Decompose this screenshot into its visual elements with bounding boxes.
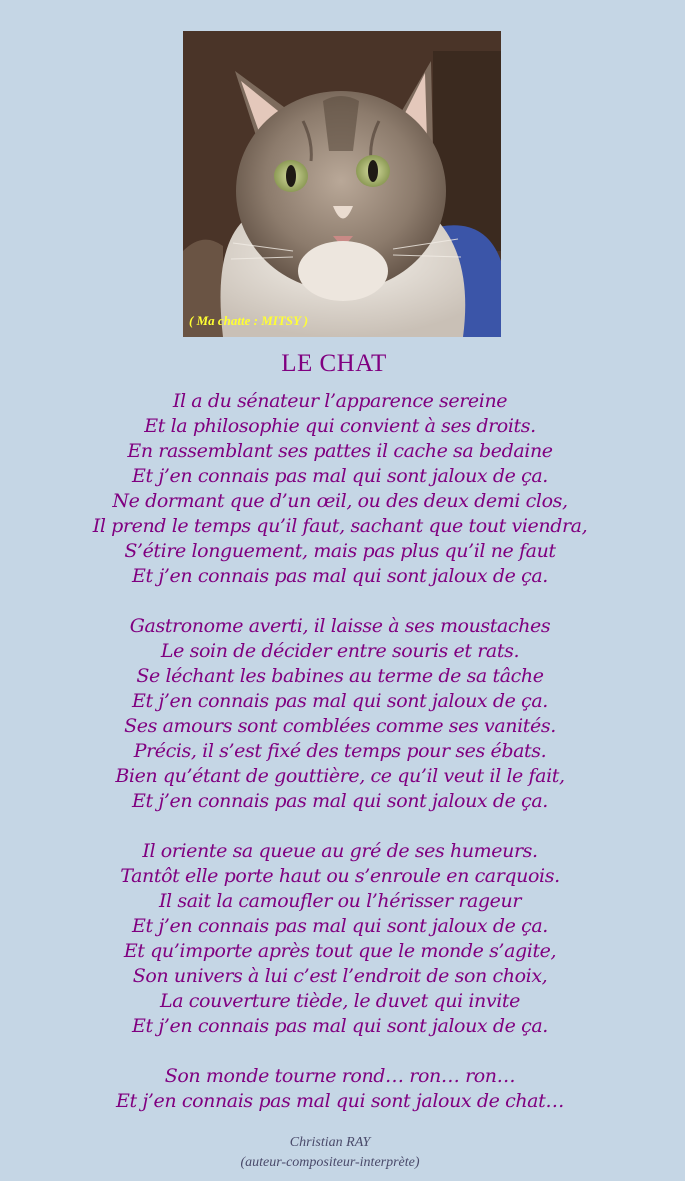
poem-line: Il oriente sa queue au gré de ses humeurs. xyxy=(142,840,538,862)
poem-line: Son univers à lui c’est l’endroit de son choix, xyxy=(132,965,548,987)
poem-line: La couverture tiède, le duvet qui invite xyxy=(160,990,520,1012)
poem-line: Et qu’importe après tout que le monde s’agite, xyxy=(123,940,557,962)
poem-line: Ses amours sont comblées comme ses vanités. xyxy=(124,715,556,737)
poem-line: Son monde tourne rond… ron… ron… xyxy=(164,1065,516,1087)
photo-caption: ( Ma chatte : MITSY ) xyxy=(189,313,309,328)
poem-line: Gastronome averti, il laisse à ses moustaches xyxy=(129,615,551,637)
stanza-4 xyxy=(0,1064,680,1114)
poem-line: Et j’en connais pas mal qui sont jaloux de ça. xyxy=(132,790,548,812)
poem-line: Tantôt elle porte haut ou s’enroule en carquois. xyxy=(120,865,560,887)
poem-line: Et la philosophie qui convient à ses droits. xyxy=(144,415,536,437)
author-signature xyxy=(0,1133,660,1173)
poem-line: Bien qu’étant de gouttière, ce qu’il veut il le fait, xyxy=(115,765,565,787)
poem-line: Le soin de décider entre souris et rats. xyxy=(160,640,520,662)
poem-line: Précis, il s’est fixé des temps pour ses ébats. xyxy=(133,740,547,762)
poem-line: Ne dormant que d’un œil, ou des deux demi clos, xyxy=(112,490,568,512)
poem-line: Il prend le temps qu’il faut, sachant que tout viendra, xyxy=(92,515,588,537)
poem-line: En rassemblant ses pattes il cache sa bedaine xyxy=(127,440,553,462)
poem-title: LE CHAT xyxy=(281,350,387,377)
poem-line: Et j’en connais pas mal qui sont jaloux de ça. xyxy=(132,1015,548,1037)
poem-line: Et j’en connais pas mal qui sont jaloux de ça. xyxy=(132,915,548,937)
cat-photo xyxy=(183,31,501,337)
poem-line: Et j’en connais pas mal qui sont jaloux de chat… xyxy=(116,1090,564,1112)
stanza-2 xyxy=(0,614,680,814)
author-role: (auteur-compositeur-interprète) xyxy=(240,1155,420,1170)
poem-line: S’étire longuement, mais pas plus qu’il ne faut xyxy=(124,540,556,562)
stanza-1 xyxy=(0,389,680,589)
poem-line: Se léchant les babines au terme de sa tâche xyxy=(136,665,544,687)
poem-body xyxy=(0,389,680,1139)
author-name: Christian RAY xyxy=(289,1135,371,1150)
poem-line: Et j’en connais pas mal qui sont jaloux de ça. xyxy=(132,565,548,587)
poem-line: Il a du sénateur l’apparence sereine xyxy=(172,390,508,412)
poem-line: Et j’en connais pas mal qui sont jaloux de ça. xyxy=(132,465,548,487)
poem-line: Il sait la camoufler ou l’hérisser rageur xyxy=(158,890,522,912)
cat-illustration xyxy=(183,31,501,337)
stanza-3 xyxy=(0,839,680,1039)
poem-line: Et j’en connais pas mal qui sont jaloux de ça. xyxy=(132,690,548,712)
